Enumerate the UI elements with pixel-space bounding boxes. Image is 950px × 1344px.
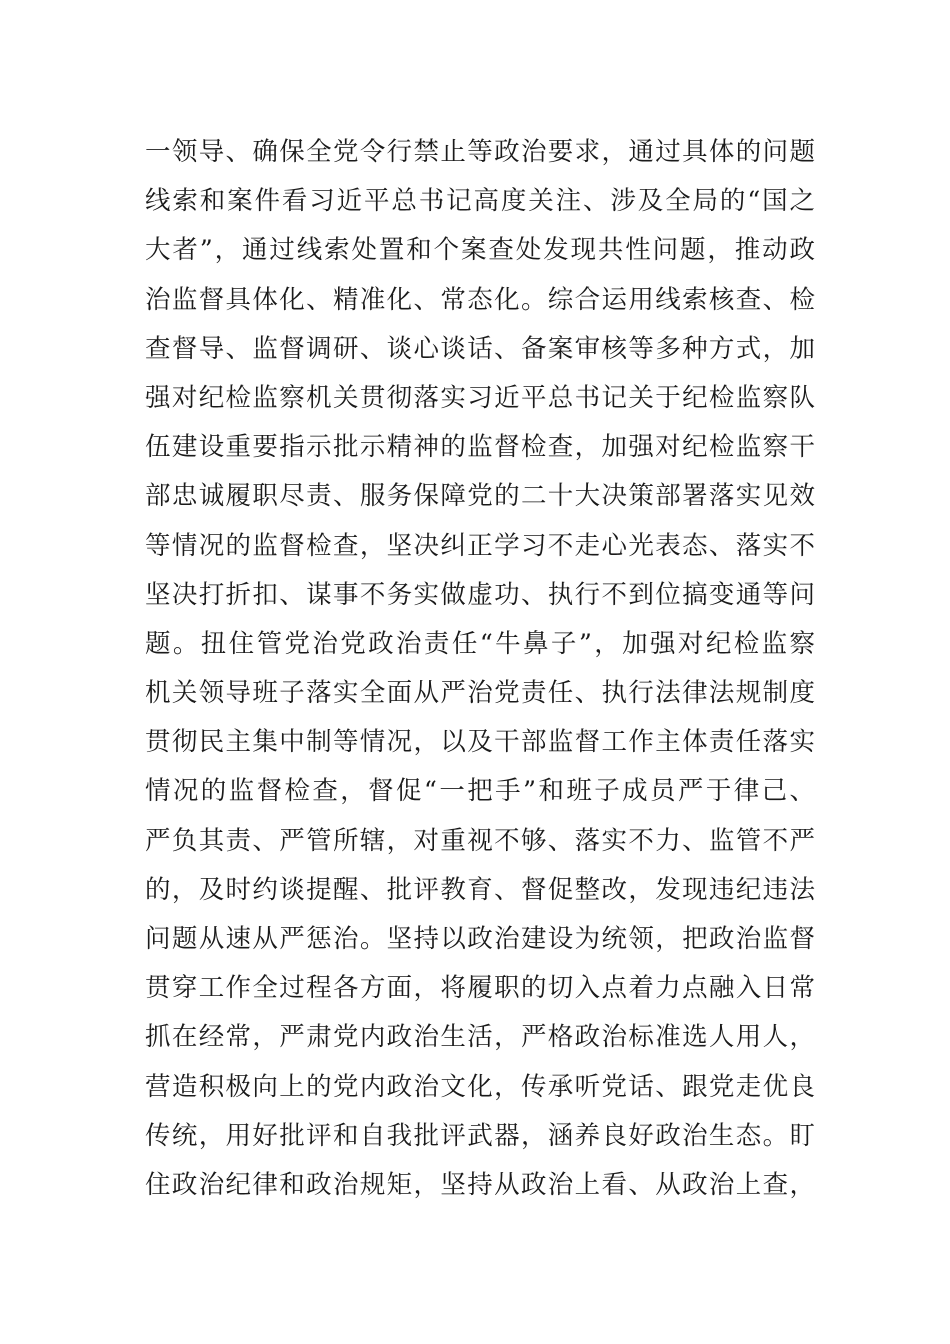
text-line: 线索和案件看习近平总书记高度关注、涉及全局的“国之 [145,186,815,217]
text-line: 机关领导班子落实全面从严治党责任、执行法律法规制度 [145,678,815,709]
text-line: 坚决打折扣、谋事不务实做虚功、执行不到位搞变通等问 [145,579,815,610]
text-line: 查督导、监督调研、谈心谈话、备案审核等多种方式，加 [145,333,815,364]
body-text [145,128,815,1210]
text-line: 伍建设重要指示批示精神的监督检查，加强对纪检监察干 [145,432,815,463]
text-line: 大者”，通过线索处置和个案查处发现共性问题，推动政 [145,235,815,266]
text-line: 部忠诚履职尽责、服务保障党的二十大决策部署落实见效 [145,481,815,512]
text-line: 的，及时约谈提醒、批评教育、督促整改，发现违纪违法 [145,874,815,905]
text-line: 严负其责、严管所辖，对重视不够、落实不力、监管不严 [145,825,815,856]
text-line: 题。扭住管党治党政治责任“牛鼻子”，加强对纪检监察 [145,628,815,659]
text-line: 等情况的监督检查，坚决纠正学习不走心光表态、落实不 [145,530,815,561]
text-line: 一领导、确保全党令行禁止等政治要求，通过具体的问题 [145,137,815,167]
text-line: 贯穿工作全过程各方面，将履职的切入点着力点融入日常 [145,973,815,1004]
text-line: 贯彻民主集中制等情况，以及干部监督工作主体责任落实 [145,727,815,758]
text-line: 问题从速从严惩治。坚持以政治建设为统领，把政治监督 [145,924,815,954]
text-line: 传统，用好批评和自我批评武器，涵养良好政治生态。盯 [145,1120,815,1151]
text-line: 治监督具体化、精准化、常态化。综合运用线索核查、检 [145,284,815,315]
text-line: 情况的监督检查，督促“一把手”和班子成员严于律己、 [145,776,815,807]
text-line: 住政治纪律和政治规矩，坚持从政治上看、从政治上查， [145,1169,815,1200]
text-line: 营造积极向上的党内政治文化，传承听党话、跟党走优良 [145,1071,815,1102]
text-line: 抓在经常，严肃党内政治生活，严格政治标准选人用人， [145,1022,815,1053]
text-line: 强对纪检监察机关贯彻落实习近平总书记关于纪检监察队 [145,382,815,413]
